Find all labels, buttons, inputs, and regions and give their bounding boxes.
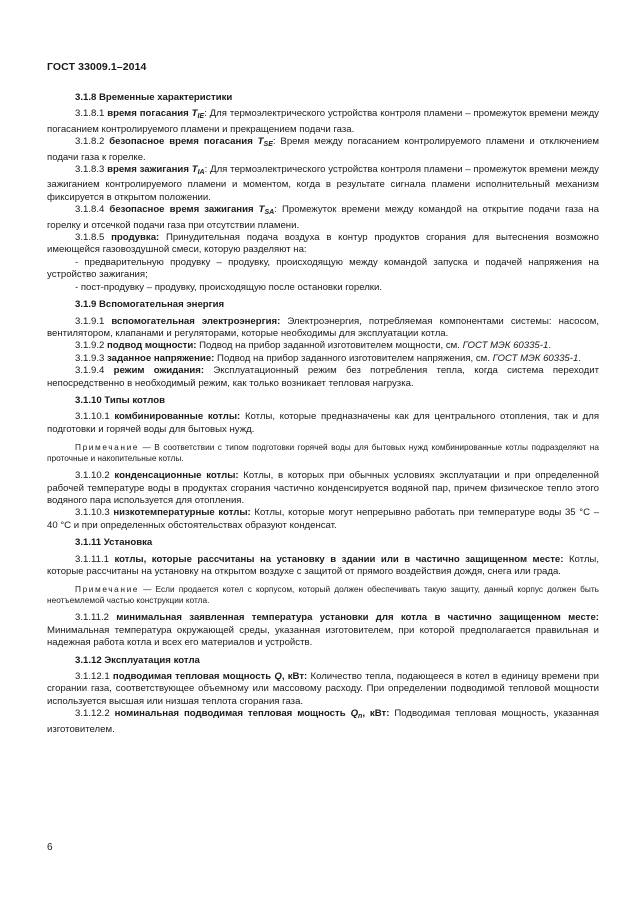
clause-number: 3.1.9.2 <box>75 340 105 352</box>
paragraph <box>47 411 599 436</box>
unit: , кВт: <box>362 708 390 720</box>
section-heading: 3.1.9 Вспомогательная энергия <box>75 299 225 311</box>
paragraph <box>47 554 599 579</box>
symbol: Q <box>274 671 282 683</box>
note <box>47 584 599 606</box>
symbol-subscript: IE <box>197 113 205 121</box>
paragraph <box>47 204 599 232</box>
page-number: 6 <box>47 842 53 853</box>
definition: : Время между погасанием контролируемого пламени и отключением подачи газа к горелке. <box>47 136 599 163</box>
clause-number: 3.1.9.4 <box>75 365 105 377</box>
term: подвод мощности: <box>107 340 197 352</box>
definition: : Для термоэлектрического устройства контроля пламени – промежуток времени между погасанием контролируемого пламени и прекращением подачи газа. <box>47 108 599 135</box>
term: безопасное время погасания <box>109 136 253 148</box>
note-label: Примечание <box>75 442 140 453</box>
definition: Котлы, которые предназначены как для центрального отопления, так и для подготовки и горячей воды для бытовых нужд. <box>47 411 600 435</box>
clause-number: 3.1.10.2 <box>75 470 110 482</box>
clause-number: 3.1.11.2 <box>75 612 109 624</box>
term: вспомогательная электроэнергия: <box>111 315 281 327</box>
clause-number: 3.1.8.2 <box>75 136 105 148</box>
standard-reference: ГОСТ МЭК 60335-1 <box>492 352 579 364</box>
clause-number: 3.1.11.1 <box>75 553 109 565</box>
standard-reference: ГОСТ МЭК 60335-1 <box>462 340 549 352</box>
paragraph <box>47 470 599 507</box>
symbol-subscript: IA <box>197 169 205 177</box>
clause-number: 3.1.9.3 <box>75 352 105 364</box>
definition: Котлы, которые могут непрерывно работать при температуре воды 35 °С – 40 °С и при определенных обстоятельствах образуют конденсат. <box>47 507 600 531</box>
term: режим ожидания: <box>113 365 205 377</box>
clause-number: 3.1.8.4 <box>75 204 105 216</box>
term: безопасное время зажигания <box>109 204 254 216</box>
symbol-subscript: n <box>358 713 363 721</box>
section-heading: 3.1.10 Типы котлов <box>75 394 165 406</box>
symbol: T <box>258 204 265 216</box>
definition: Эксплуатационный режим без потребления тепла, когда система переходит непосредственно в необходимый режим, как только возникает тепловая нагрузка. <box>47 365 599 389</box>
term: конденсационные котлы: <box>114 470 239 482</box>
term: котлы, которые рассчитаны на установку в здании или в частично защищенном месте: <box>114 553 564 565</box>
symbol: T <box>191 108 198 120</box>
term: подводимая тепловая мощность <box>112 671 272 683</box>
note <box>47 442 599 464</box>
note-text: — В соответствии с типом подготовки горячей воды для бытовых нужд комбинированные котлы подразделяют на проточные и накопительные котлы. <box>47 442 599 464</box>
paragraph <box>47 507 599 532</box>
term: номинальная подводимая тепловая мощность <box>114 708 346 720</box>
symbol-subscript: SA <box>264 209 275 217</box>
definition: : Для термоэлектрического устройства контроля пламени – промежуток времени между зажиганием контролируемого пламени и моментом, когда в результате сигнала пламени исполнительный механизм фиксируется в открытом положении. <box>47 164 599 203</box>
clause-number: 3.1.12.2 <box>75 708 110 720</box>
clause-number: 3.1.10.3 <box>75 507 110 519</box>
term: время погасания <box>107 108 189 120</box>
paragraph <box>47 232 599 257</box>
unit: , кВт: <box>281 671 308 683</box>
definition: Котлы, в которых при обычных условиях эксплуатации и при определенной рабочей температуре воды в продуктах сгорания частично конденсируется водяной пар, причем физическое тепло этого водяного пара используется для отопления. <box>47 470 599 506</box>
paragraph <box>47 108 599 136</box>
section-heading: 3.1.8 Временные характеристики <box>75 92 233 103</box>
clause-number: 3.1.8.3 <box>75 164 105 176</box>
section-heading: 3.1.11 Установка <box>75 537 153 549</box>
paragraph <box>47 136 599 164</box>
definition: Принудительная подача воздуха в контур продуктов сгорания для вытеснения возможно имеющейся газовоздушной смеси, которую разделяют на: <box>47 232 599 256</box>
document-body <box>47 92 599 736</box>
symbol: T <box>191 164 198 176</box>
clause-number: 3.1.10.1 <box>75 411 110 423</box>
term: минимальная заявленная температура установки для котла в частично защищенном месте: <box>116 612 600 624</box>
paragraph <box>47 708 599 736</box>
definition: Количество тепла, подающееся в котел в единицу времени при сгорании газа, соответствующее объемному или массовому расходу. При определении подводимой тепловой мощности используется высшая или низшая теплота сгорания газа. <box>47 671 599 707</box>
definition: Электроэнергия, потребляемая компонентами системы: насосом, вентилятором, клапанами и регуляторами, которые необходимы для эксплуатации котла. <box>47 315 599 339</box>
clause-number: 3.1.9.1 <box>75 315 105 327</box>
definition: Подвод на прибор заданной изготовителем мощности, см. <box>199 340 460 352</box>
paragraph: 3.1.9.3 заданное напряжение: Подвод на прибор заданного изготовителем напряжения, см. ГОСТ МЭК 60335-1. <box>75 352 581 364</box>
definition: Котлы, которые рассчитаны на установку на открытом воздухе с защитой от прямого воздействия дождя, снега или града. <box>47 553 599 577</box>
paragraph <box>47 164 599 204</box>
term: время зажигания <box>107 164 189 176</box>
paragraph <box>47 612 599 649</box>
clause-number: 3.1.8.5 <box>75 232 105 244</box>
note-label: Примечание <box>75 584 140 595</box>
symbol-subscript: SE <box>263 141 273 149</box>
definition: Подвод на прибор заданного изготовителем напряжения, см. <box>217 352 490 364</box>
symbol: Q <box>350 708 359 720</box>
definition: Подводимая тепловая мощность, указанная изготовителем. <box>47 708 600 735</box>
list-item: - предварительную продувку – продувку, происходящую между командой запуска и подачей напряжения на устройство зажигания; <box>47 256 599 281</box>
clause-number: 3.1.12.1 <box>75 671 110 683</box>
paragraph <box>47 671 599 708</box>
document-header: ГОСТ 33009.1–2014 <box>47 61 147 73</box>
clause-number: 3.1.8.1 <box>75 108 105 120</box>
paragraph: 3.1.9.2 подвод мощности: Подвод на прибор заданной изготовителем мощности, см. ГОСТ МЭК 60335-1. <box>75 340 551 352</box>
note-text: — Если продается котел с корпусом, который должен обеспечивать такую защиту, данный корпус должен быть неотъемлемой частью конструкции котла. <box>47 584 599 606</box>
paragraph <box>47 365 599 390</box>
list-item: - пост-продувку – продувку, происходящую после остановки горелки. <box>75 281 383 293</box>
term: заданное напряжение: <box>107 352 215 364</box>
definition: Минимальная температура окружающей среды, указанная изготовителем, при которой предполагается правильная и надежная работа котла и всех его материалов и устройств. <box>47 624 599 649</box>
term: продувка: <box>111 232 160 244</box>
paragraph <box>47 316 599 341</box>
definition: : Промежуток времени между командой на открытие подачи газа на горелку и отсечкой подачи газа при отсутствии пламени. <box>47 204 600 231</box>
term: низкотемпературные котлы: <box>113 507 251 519</box>
symbol: T <box>257 136 264 148</box>
section-heading: 3.1.12 Эксплуатация котла <box>75 654 200 666</box>
term: комбинированные котлы: <box>114 411 241 423</box>
